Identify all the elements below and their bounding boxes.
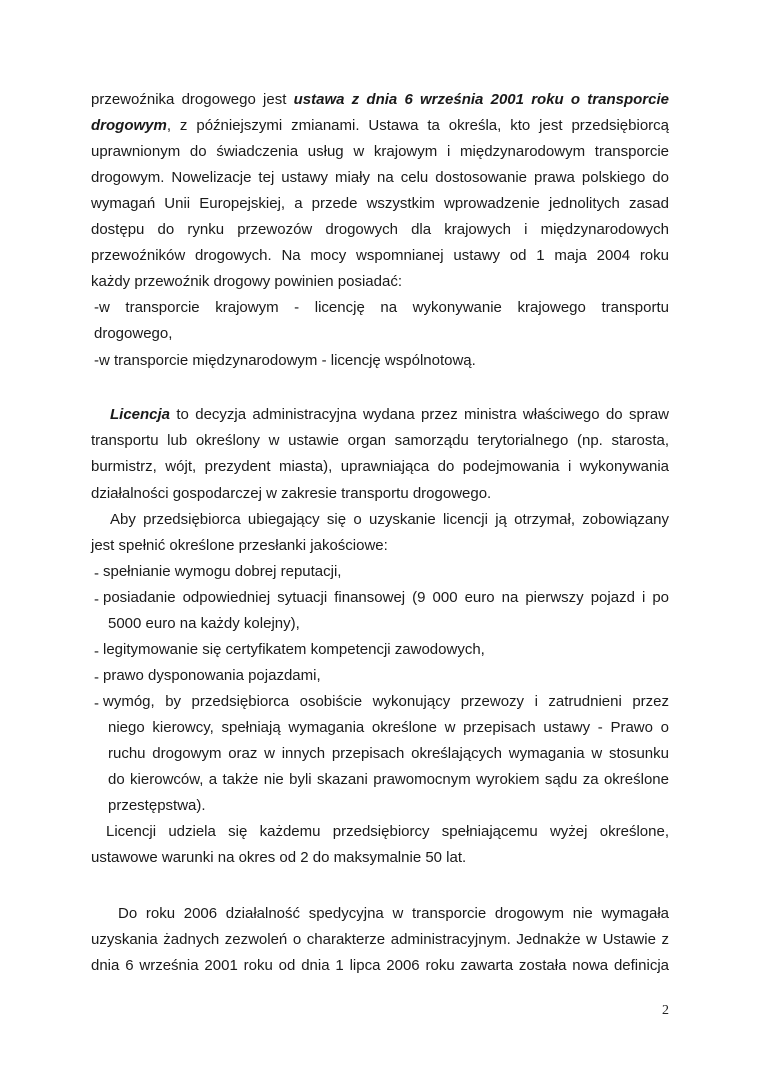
- grant-line-2: ustawowe warunki na okres od 2 do maksymalnie 50 lat.: [91, 849, 467, 866]
- licencja-line-6: jest spełnić określone przesłanki jakościowe:: [91, 537, 388, 554]
- requirement-5-line-3: ruchu drogowym oraz w innych przepisach określających wymagania w stosunku: [108, 745, 669, 762]
- requirement-2-line-2: 5000 euro na każdy kolejny),: [108, 615, 300, 632]
- licencja-line-4: działalności gospodarczej w zakresie transportu drogowego.: [91, 485, 492, 502]
- act-title-part-2: drogowym: [91, 117, 167, 134]
- intro-line-2-text: , z późniejszymi zmianami. Ustawa ta określa, kto jest przedsiębiorcą: [166, 117, 669, 134]
- intro-line-3: uprawnionym do świadczenia usług w krajowym i międzynarodowym transporcie: [91, 143, 669, 160]
- act-title-part-1: ustawa z dnia 6 września 2001 roku o transporcie: [293, 91, 669, 108]
- bullet-dash: -: [94, 695, 99, 712]
- page-number: 2: [662, 1003, 669, 1018]
- grant-line-1: Licencji udziela się każdemu przedsiębiorcy spełniającemu wyżej określone,: [106, 823, 669, 840]
- requirement-1: spełnianie wymogu dobrej reputacji,: [103, 563, 342, 580]
- intro-line-2: [91, 116, 669, 136]
- licencja-line-1: [110, 405, 669, 425]
- requirement-5-line-4: do kierowców, a także nie byli skazani prawomocnym wyrokiem sądu za określone: [108, 771, 669, 788]
- requirement-5-line-5: przestępstwa).: [108, 797, 206, 814]
- intro-item-1-line-1: -w transporcie krajowym - licencję na wykonywanie krajowego transportu: [94, 299, 669, 316]
- intro-item-2: -w transporcie międzynarodowym - licencję wspólnotową.: [94, 352, 476, 369]
- requirement-3: legitymowanie się certyfikatem kompetencji zawodowych,: [103, 641, 485, 658]
- requirement-4: prawo dysponowania pojazdami,: [103, 667, 321, 684]
- requirement-2-line-1: posiadanie odpowiedniej sytuacji finansowej (9 000 euro na pierwszy pojazd i po: [103, 589, 669, 606]
- intro-line-4: drogowym. Nowelizacje tej ustawy miały na celu dostosowanie prawa polskiego do: [91, 169, 669, 186]
- requirement-5-line-1: wymóg, by przedsiębiorca osobiście wykonujący przewozy i zatrudnieni przez: [103, 693, 669, 710]
- licencja-line-1-text: to decyzja administracyjna wydana przez ministra właściwego do spraw: [170, 406, 669, 423]
- licencja-term: Licencja: [110, 406, 171, 423]
- bullet-dash: -: [94, 565, 99, 582]
- intro-line-8: każdy przewoźnik drogowy powinien posiadać:: [91, 273, 403, 290]
- bullet-dash: -: [94, 643, 99, 660]
- bullet-dash: -: [94, 669, 99, 686]
- licencja-line-2: transportu lub określony w ustawie organ samorządu terytorialnego (np. starosta,: [91, 432, 669, 449]
- intro-line-5: wymagań Unii Europejskiej, a przede wszystkim wprowadzenie jednolitych zasad: [91, 195, 669, 212]
- spedycja-line-2: uzyskania żadnych zezwoleń o charakterze administracyjnym. Jednakże w Ustawie z: [91, 931, 669, 948]
- intro-line-1: [91, 90, 669, 110]
- licencja-line-3: burmistrz, wójt, prezydent miasta), uprawniająca do podejmowania i wykonywania: [91, 458, 669, 475]
- spedycja-line-3: dnia 6 września 2001 roku od dnia 1 lipca 2006 roku zawarta została nowa definicja: [91, 957, 669, 974]
- intro-line-1-text: przewoźnika drogowego jest: [91, 91, 294, 108]
- licencja-line-5: Aby przedsiębiorca ubiegający się o uzyskanie licencji ją otrzymał, zobowiązany: [110, 511, 669, 528]
- intro-item-1-line-2: drogowego,: [94, 325, 173, 342]
- intro-line-7: przewoźników drogowych. Na mocy wspomnianej ustawy od 1 maja 2004 roku: [91, 247, 669, 264]
- spedycja-line-1: Do roku 2006 działalność spedycyjna w transporcie drogowym nie wymagała: [118, 905, 669, 922]
- intro-line-6: dostępu do rynku przewozów drogowych dla krajowych i międzynarodowych: [91, 221, 669, 238]
- requirement-5-line-2: niego kierowcy, spełniają wymagania określone w przepisach ustawy - Prawo o: [108, 719, 669, 736]
- bullet-dash: -: [94, 591, 99, 608]
